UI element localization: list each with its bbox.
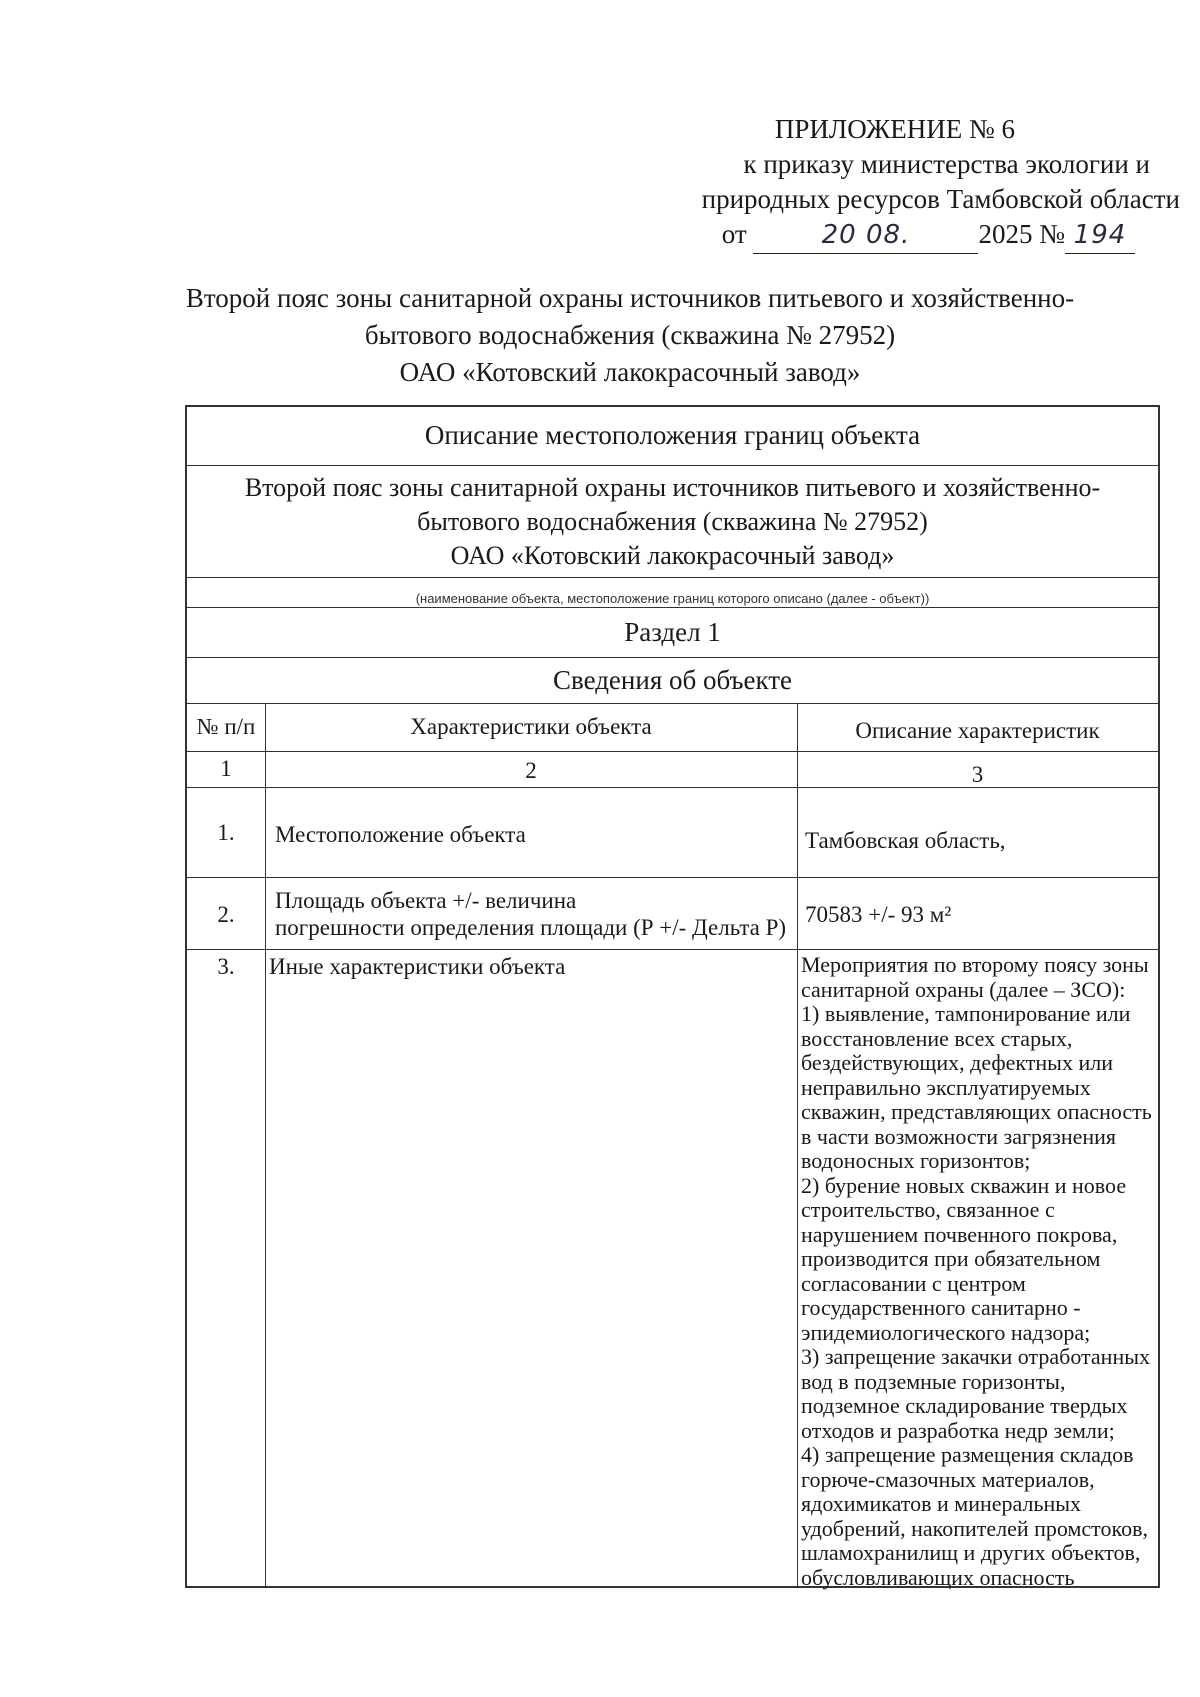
table-divider bbox=[187, 949, 1158, 950]
row-3-characteristic: Иные характеристики объекта bbox=[269, 954, 566, 979]
table-divider bbox=[187, 703, 1158, 704]
row-2-characteristic bbox=[275, 887, 786, 941]
row-3-description: Мероприятия по второму поясу зоны санитарной охраны (далее – ЗСО): 1) выявление, тампонирование или восстановление всех старых, бездействующих, дефектных или неправильно эксплуатируемых скважин, представляющих опасность в части возможности загрязнения водоносных горизонтов; 2) бурение новых скважин и новое строительство, связанное с нарушением почвенного покрова, производится при обязательном согласовании с центром государственного санитарно - эпидемиологического надзора; 3) запрещение закачки отработанных вод в подземные горизонты, подземное складирование твердых отходов и разработка недр земли; 4) запрещение размещения складов горюче-смазочных материалов, ядохимикатов и минеральных удобрений, накопителей промстоков, шламохранилищ и других объектов, обусловливающих опасность bbox=[801, 952, 1152, 1590]
annex-block bbox=[600, 112, 1180, 254]
section-number: Раздел 1 bbox=[624, 617, 721, 647]
annex-line-1: к приказу министерства экологии и bbox=[743, 149, 1150, 179]
heading-line-3: ОАО «Котовский лакокрасочный завод» bbox=[399, 357, 861, 387]
object-name bbox=[187, 471, 1158, 573]
header-description: Описание характеристик bbox=[855, 718, 1100, 743]
object-line-2: бытового водоснабжения (скважина № 27952) bbox=[417, 507, 928, 536]
column-number-1: 1 bbox=[220, 756, 232, 781]
header-characteristic: Характеристики объекта bbox=[410, 714, 652, 739]
row-1-characteristic: Местоположение объекта bbox=[275, 822, 526, 847]
row-1-number: 1. bbox=[217, 820, 235, 845]
row-2-characteristic-line-1: Площадь объекта +/- величина bbox=[275, 888, 577, 913]
object-table bbox=[185, 405, 1160, 1588]
annex-title: ПРИЛОЖЕНИЕ № 6 bbox=[774, 114, 1015, 144]
date-year: 2025 bbox=[978, 219, 1033, 249]
number-field bbox=[1065, 217, 1135, 254]
date-prefix: от bbox=[721, 219, 747, 249]
table-divider bbox=[187, 577, 1158, 578]
heading-line-2: бытового водоснабжения (скважина № 27952) bbox=[364, 320, 896, 350]
date-field bbox=[753, 217, 978, 254]
heading-line-1: Второй пояс зоны санитарной охраны источников питьевого и хозяйственно- bbox=[185, 283, 1075, 313]
column-number-2: 2 bbox=[525, 758, 537, 783]
row-3-number: 3. bbox=[217, 954, 235, 979]
table-divider bbox=[187, 465, 1158, 466]
table-divider bbox=[187, 751, 1158, 752]
row-2-number: 2. bbox=[217, 902, 235, 927]
row-1-description: Тамбовская область, bbox=[805, 828, 1006, 853]
object-note: (наименование объекта, местоположение границ которого описано (далее - объект)) bbox=[415, 591, 930, 606]
number-handwritten: 194 bbox=[1073, 220, 1127, 250]
table-title: Описание местоположения границ объекта bbox=[424, 420, 921, 450]
column-divider bbox=[265, 703, 266, 1586]
date-handwritten: 20 08. bbox=[821, 220, 911, 250]
table-divider bbox=[187, 877, 1158, 878]
section-title: Сведения об объекте bbox=[552, 665, 793, 695]
annex-line-2: природных ресурсов Тамбовской области bbox=[701, 184, 1180, 214]
header-number: № п/п bbox=[196, 714, 256, 739]
column-divider bbox=[797, 703, 798, 1586]
object-line-1: Второй пояс зоны санитарной охраны источников питьевого и хозяйственно- bbox=[244, 473, 1101, 502]
number-prefix: № bbox=[1039, 219, 1065, 249]
row-2-description: 70583 +/- 93 м² bbox=[805, 902, 952, 927]
object-line-3: ОАО «Котовский лакокрасочный завод» bbox=[450, 541, 895, 570]
document-heading bbox=[160, 280, 1100, 391]
table-divider bbox=[187, 657, 1158, 658]
column-number-3: 3 bbox=[971, 762, 984, 787]
row-2-characteristic-line-2: погрешности определения площади (Р +/- Дельта Р) bbox=[275, 915, 787, 940]
annex-date-line bbox=[722, 217, 1180, 254]
